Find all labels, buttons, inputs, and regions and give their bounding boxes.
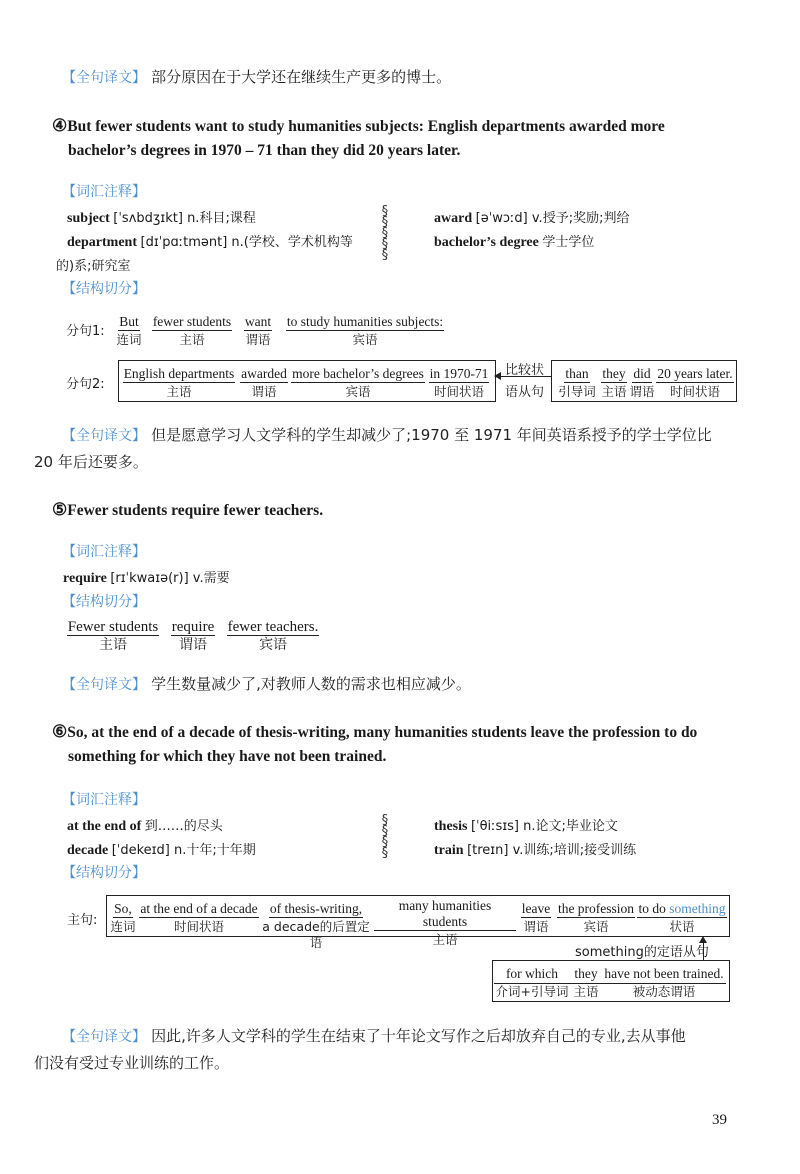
clause-segment <box>374 898 516 948</box>
vocab-tag: 【词汇注释】 <box>62 544 146 560</box>
sentence-number: ④ <box>52 116 68 135</box>
translation-text: 学生数量减少了,对教师人数的需求也相应减少。 <box>151 675 471 693</box>
vocab-word: at the end of <box>67 819 142 834</box>
segment-word: to study humanities subjects: <box>286 314 444 329</box>
segment-role: 连词 <box>110 919 136 934</box>
segment-word: require <box>171 619 215 635</box>
highlighted-word: something <box>669 901 726 916</box>
vocab-word: bachelor’s degree <box>434 235 539 250</box>
clause-segment <box>150 311 234 348</box>
segment-word: 20 years later. <box>657 366 733 381</box>
sentence-6-line2: something for which they have not been trained. <box>68 748 387 765</box>
segment-word: for which <box>505 966 559 981</box>
sentence-text: So, at the end of a decade of thesis-writing, many humanities students leave the profession to do <box>67 724 698 741</box>
segment-word: the profession <box>557 901 635 916</box>
sentence-text: But fewer students want to study humanities subjects: English departments awarded more <box>67 118 665 135</box>
translation-text: 部分原因在于大学还在继续生产更多的博士。 <box>151 68 452 86</box>
translation-text: 但是愿意学习人文学科的学生却减少了;1970 至 1971 年间英语系授予的学士学位比 <box>151 426 712 444</box>
vocab-def: [ˈdekeɪd] n.十年;十年期 <box>111 843 256 858</box>
vocab-word: department <box>67 235 137 250</box>
vocab-def: [rɪˈkwaɪə(r)] v.需要 <box>110 571 230 586</box>
vocab-entry-train <box>434 839 636 859</box>
vocab-entry-subject <box>67 207 256 227</box>
sentence-number: ⑤ <box>52 500 68 519</box>
segment-word-to-do: to do <box>638 901 666 916</box>
struct-tag: 【结构切分】 <box>62 865 146 881</box>
s4-translation-line2: 20 年后还要多。 <box>34 453 148 471</box>
vocab-def: [ˈsʌbdʒɪkt] n.科目;课程 <box>113 211 256 226</box>
vocab-entry-at-the-end-of <box>67 815 223 835</box>
segment-role: 主语 <box>179 332 205 347</box>
segment-word: they <box>574 966 598 981</box>
s5-translation <box>62 673 471 694</box>
vocab-entry-department-cont <box>56 255 130 275</box>
clause-segment <box>238 363 290 400</box>
clause-label: 分句1: <box>66 324 105 339</box>
clause-segment <box>168 616 218 653</box>
vocab-word: decade <box>67 843 109 858</box>
segment-word: they <box>602 366 626 381</box>
segment-word: many humanities students <box>374 898 516 931</box>
segment-role: 主语 <box>166 384 192 399</box>
sentence-5-line1 <box>52 500 323 520</box>
segment-word <box>637 901 726 918</box>
clause-segment <box>64 616 162 653</box>
sentence-6-line1 <box>52 722 697 742</box>
segment-role: 被动态谓语 <box>602 983 726 1000</box>
segment-role: 谓语 <box>179 637 207 653</box>
segment-word: more bachelor’s degrees <box>292 366 424 381</box>
vocab-word: require <box>63 571 107 586</box>
segment-word: fewer students <box>152 314 232 329</box>
divider-squiggle: § § § § § <box>381 204 389 263</box>
segment-role: 引导词 <box>558 384 596 399</box>
vocab-def: 的)系;研究室 <box>56 259 131 274</box>
clause-label: 分句2: <box>66 377 105 392</box>
clause-segment <box>290 363 426 400</box>
struct-tag: 【结构切分】 <box>62 281 146 297</box>
clause-segment <box>518 898 554 935</box>
clause-segment <box>556 898 636 935</box>
sentence-4-line2: bachelor’s degrees in 1970 – 71 than they did 20 years later. <box>68 142 461 159</box>
clause-segment <box>602 963 726 1000</box>
segment-word: leave <box>521 901 551 916</box>
vocab-word: award <box>434 211 473 226</box>
clause-segment <box>258 898 374 951</box>
s6-translation-line2: 们没有受过专业训练的工作。 <box>34 1054 230 1072</box>
vocab-entry-bachelors <box>434 231 594 251</box>
segment-word: awarded <box>241 366 287 381</box>
vocab-def: 学士学位 <box>542 235 595 250</box>
segment-role: 状语 <box>669 919 695 934</box>
segment-word: of thesis-writing, <box>269 901 363 916</box>
segment-role: 谓语 <box>251 384 277 399</box>
segment-role: 时间状语 <box>433 384 484 399</box>
translation-tag: 【全句译文】 <box>62 1029 146 1045</box>
vocab-tag: 【词汇注释】 <box>62 184 146 200</box>
segment-word: than <box>565 366 589 381</box>
segment-word: But <box>119 314 139 329</box>
segment-role: 谓语 <box>629 384 655 399</box>
clause-segment <box>426 363 492 400</box>
segment-word: English departments <box>123 366 235 381</box>
arrow-label-bottom: 语从句 <box>505 385 545 400</box>
segment-role: 谓语 <box>523 919 549 934</box>
top-translation <box>62 66 451 87</box>
segment-role: 主语 <box>601 384 627 399</box>
clause-segment <box>108 898 138 935</box>
segment-role: 时间状语 <box>173 919 224 934</box>
translation-tag: 【全句译文】 <box>62 70 146 86</box>
translation-tag: 【全句译文】 <box>62 428 146 444</box>
clause-segment <box>284 311 446 348</box>
clause-segment <box>224 616 322 653</box>
segment-word: So, <box>114 901 132 916</box>
arrow-label: something的定语从句 <box>575 945 709 960</box>
translation-text: 因此,许多人文学科的学生在结束了十年论文写作之后却放弃自己的专业,去从事他 <box>151 1027 686 1045</box>
s6-translation <box>62 1025 686 1046</box>
struct-tag: 【结构切分】 <box>62 594 146 610</box>
vocab-def: 到……的尽头 <box>144 819 223 834</box>
vocab-entry-decade <box>67 839 256 859</box>
segment-role: 时间状语 <box>669 384 720 399</box>
segment-role: 谓语 <box>245 332 271 347</box>
segment-word: have not been trained. <box>604 966 724 981</box>
segment-word: in 1970-71 <box>429 366 489 381</box>
segment-role: 主语 <box>570 983 602 1000</box>
clause-segment <box>120 363 238 400</box>
clause-segment <box>636 898 728 935</box>
segment-word: at the end of a decade <box>140 901 258 916</box>
page-number: 39 <box>712 1112 727 1128</box>
segment-role: 介词+引导词 <box>495 984 569 999</box>
segment-role: 宾语 <box>259 637 287 653</box>
segment-role: a decade的后置定语 <box>262 919 370 950</box>
segment-role: 宾语 <box>583 919 609 934</box>
vocab-entry-thesis <box>434 815 618 835</box>
segment-word: want <box>244 314 272 329</box>
sentence-text: Fewer students require fewer teachers. <box>67 502 324 519</box>
vocab-def: [treɪn] v.训练;培训;接受训练 <box>467 843 637 858</box>
arrow-head-icon <box>494 372 501 380</box>
segment-role: 主语 <box>99 637 127 653</box>
arrow-label-top: 比较状 <box>505 363 545 378</box>
clause-segment <box>600 363 628 400</box>
vocab-def: [ˈθiːsɪs] n.论文;毕业论文 <box>470 819 618 834</box>
vocab-entry-require <box>63 567 230 587</box>
segment-word: did <box>633 366 651 381</box>
sentence-number: ⑥ <box>52 722 68 741</box>
s4-translation <box>62 424 712 445</box>
clause-segment <box>138 898 260 935</box>
vocab-entry-award <box>434 207 629 227</box>
segment-role: 主语 <box>432 932 458 947</box>
segment-role: 宾语 <box>352 332 378 347</box>
vocab-tag: 【词汇注释】 <box>62 792 146 808</box>
vocab-word: train <box>434 843 464 858</box>
segment-word: fewer teachers. <box>227 619 319 635</box>
vocab-word: thesis <box>434 819 468 834</box>
vocab-entry-department <box>67 231 353 251</box>
clause-label: 主句: <box>67 913 98 928</box>
translation-tag: 【全句译文】 <box>62 677 146 693</box>
sentence-4-line1 <box>52 116 665 136</box>
clause-segment <box>114 311 144 348</box>
clause-segment <box>628 363 656 400</box>
clause-segment <box>552 363 602 400</box>
clause-segment <box>570 963 602 1000</box>
clause-segment <box>656 363 734 400</box>
vocab-word: subject <box>67 211 110 226</box>
vocab-def: [əˈwɔːd] v.授予;奖励;判给 <box>475 211 630 226</box>
vocab-def: [dɪˈpɑːtmənt] n.(学校、学术机构等 <box>140 235 353 250</box>
clause-segment <box>240 311 276 348</box>
segment-role: 宾语 <box>345 384 371 399</box>
divider-squiggle: § § § § <box>381 813 389 861</box>
segment-word: Fewer students <box>67 619 159 635</box>
clause-segment <box>494 963 570 1000</box>
segment-role: 连词 <box>116 332 142 347</box>
